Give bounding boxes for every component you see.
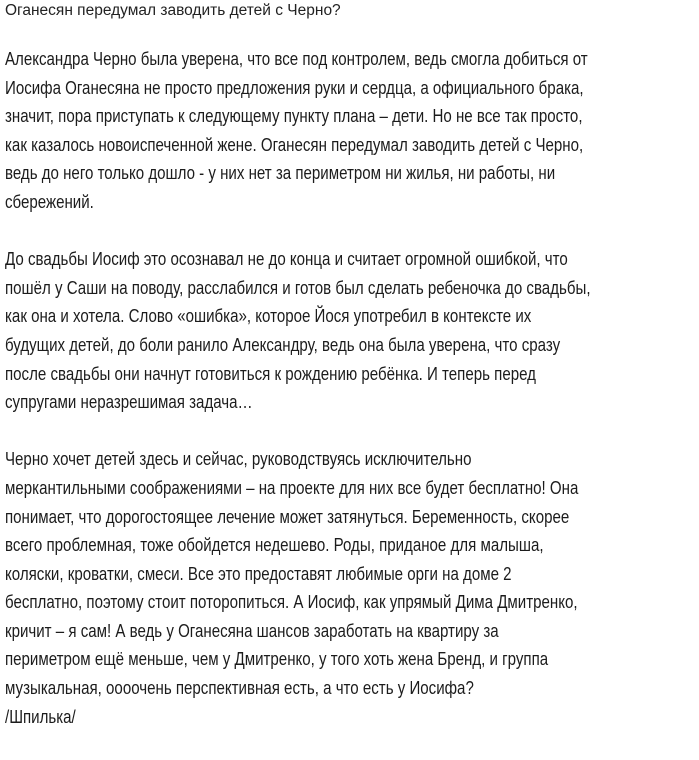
text-line: как казалось новоиспеченной жене. Оганесян передумал заводить детей с Черно, xyxy=(5,133,584,155)
text-line: Иосифа Оганесяна не просто предложения руки и сердца, а официального брака, xyxy=(5,76,584,98)
signature: /Шпилька/ xyxy=(5,705,76,727)
text-line: коляски, кроватки, смеси. Все это предоставят любимые орги на доме 2 xyxy=(5,562,512,584)
article-body xyxy=(5,45,690,760)
paragraph-3 xyxy=(5,445,690,731)
text-line: Александра Черно была уверена, что все под контролем, ведь смогла добиться от xyxy=(5,48,588,69)
text-line: после свадьбы они начнут готовиться к рождению ребёнка. И теперь перед xyxy=(5,362,536,384)
text-line: музыкальная, оооочень перспективная есть, а что есть у Иосифа? xyxy=(5,677,474,699)
paragraph-2 xyxy=(5,245,690,417)
text-line: как она и хотела. Слово «ошибка», которое Йося употребил в контексте их xyxy=(5,305,532,327)
text-line: меркантильными соображениями – на проекте для них все будет бесплатно! Она xyxy=(5,476,579,498)
text-line: кричит – я сам! А ведь у Оганесяна шансов заработать на квартиру за xyxy=(5,619,499,641)
text-line: Черно хочет детей здесь и сейчас, руководствуясь исключительно xyxy=(5,448,472,470)
paragraph-1 xyxy=(5,45,690,217)
text-line: До свадьбы Иосиф это осознавал не до конца и считает огромной ошибкой, что xyxy=(5,248,568,270)
text-line: периметром ещё меньше, чем у Дмитренко, у того хоть жена Бренд, и группа xyxy=(5,648,549,670)
text-line: всего проблемная, тоже обойдется недешево. Роды, приданое для малыша, xyxy=(5,534,544,556)
text-line: будущих детей, до боли ранило Александру, ведь она была уверена, что сразу xyxy=(5,333,561,355)
text-line: супругами неразрешимая задача… xyxy=(5,391,253,413)
text-line: значит, пора приступать к следующему пункту плана – дети. Но не все так просто, xyxy=(5,105,583,127)
article-title: Оганесян передумал заводить детей с Черно? xyxy=(5,2,341,19)
text-line: ведь до него только дошло - у них нет за периметром ни жилья, ни работы, ни xyxy=(5,162,556,184)
text-line: понимает, что дорогостоящее лечение может затянуться. Беременность, скорее xyxy=(5,505,570,527)
text-line: сбережений. xyxy=(5,190,94,212)
text-line: пошёл у Саши на поводу, расслабился и готов был сделать ребеночка до свадьбы, xyxy=(5,276,591,298)
text-line: бесплатно, поэтому стоит поторопиться. А Иосиф, как упрямый Дима Дмитренко, xyxy=(5,591,578,613)
